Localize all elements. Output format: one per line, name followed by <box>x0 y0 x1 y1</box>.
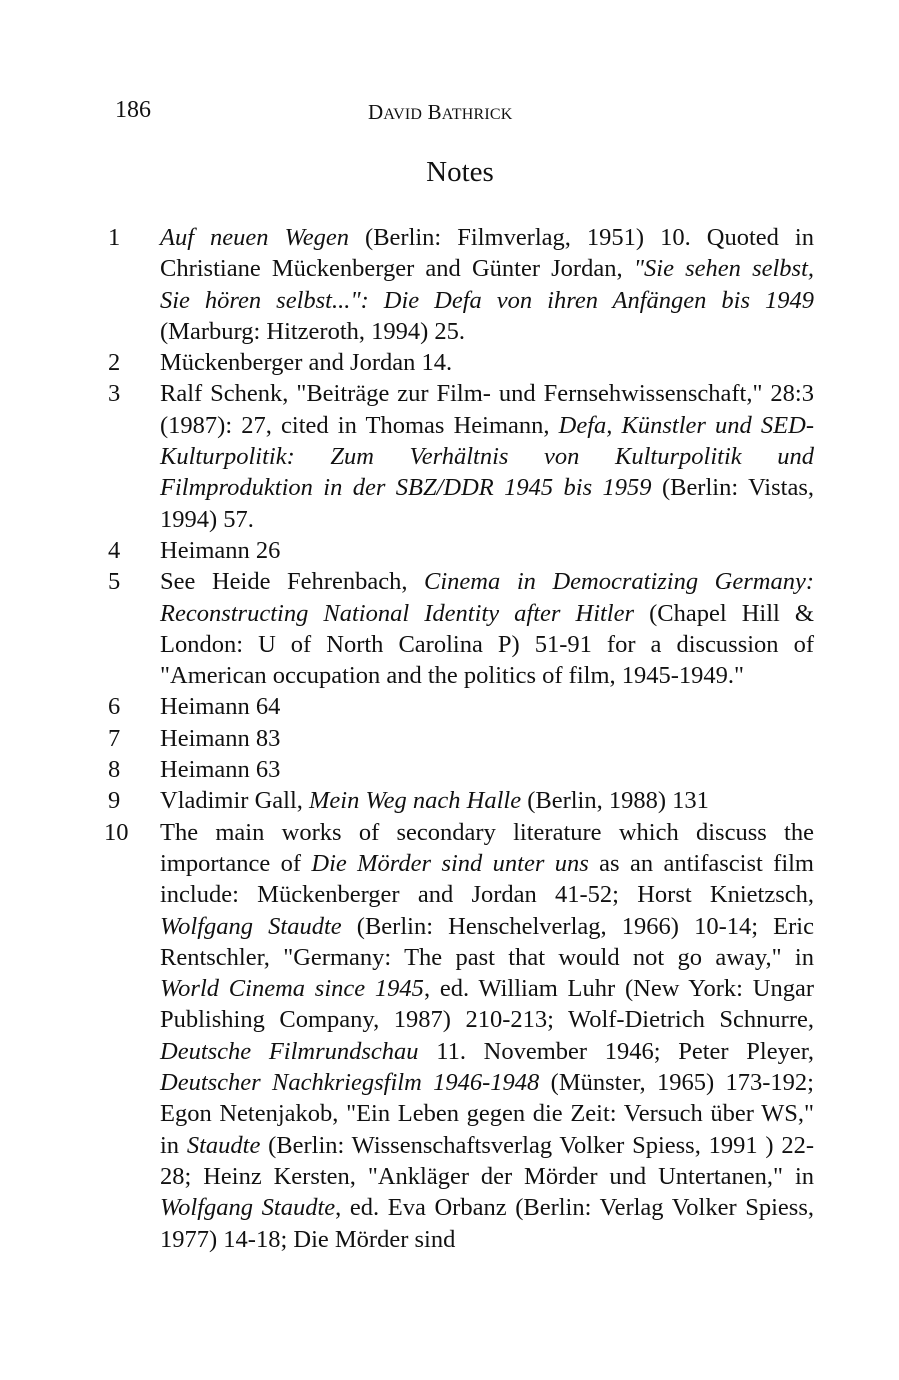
note-text <box>160 723 814 754</box>
note-number: 10 <box>104 818 129 846</box>
note-item <box>108 785 814 816</box>
note-text-run: Heimann 64 <box>160 693 281 721</box>
notes-list <box>104 222 815 1255</box>
note-text-run: See Heide Fehrenbach, <box>160 568 425 596</box>
note-text <box>160 785 814 816</box>
note-number: 6 <box>108 693 121 721</box>
note-text-run: The main works of secondary literature which discuss the importance of <box>160 818 814 877</box>
note-italic-title: Wolfgang Staudte <box>160 912 342 940</box>
note-text-run: (Berlin, 1988) 131 <box>521 787 709 815</box>
note-text-run: Heimann 63 <box>160 756 281 784</box>
note-italic-title: Die Mörder sind unter uns <box>311 849 589 877</box>
section-title: Notes <box>426 156 494 188</box>
note-item <box>108 378 814 534</box>
note-item <box>108 723 814 754</box>
note-italic-title: Deutsche Filmrundschau <box>160 1037 419 1065</box>
note-text <box>160 535 814 566</box>
note-item <box>108 566 814 691</box>
note-item <box>108 691 814 722</box>
note-number: 1 <box>108 224 121 251</box>
note-text-run: Heimann 26 <box>160 536 281 564</box>
note-number: 7 <box>108 724 121 752</box>
note-italic-title: Wolfgang Staudte <box>160 1194 336 1222</box>
note-number: 5 <box>108 568 121 596</box>
running-head-first-rest: AVID <box>383 106 423 123</box>
note-text-run: Mückenberger and Jordan 14. <box>160 349 453 377</box>
note-italic-title: Staudte <box>186 1131 261 1159</box>
note-text-run: Vladimir Gall, <box>160 787 310 815</box>
note-number: 2 <box>108 349 121 377</box>
note-item <box>104 817 814 1255</box>
note-text <box>160 754 814 785</box>
note-text-run: (Berlin: Henschelverlag, 1966) 10-14; Eric Rentschler, "Germany: The past that would not go away," in <box>160 912 814 971</box>
note-text-run: 11. November 1946; Peter Pleyer, <box>418 1037 814 1065</box>
note-italic-title: World Cinema since 1945 <box>160 975 424 1003</box>
running-head-last-initial: B <box>427 100 442 124</box>
note-italic-title: Defa, Künstler und SED-Kulturpolitik: Zum Verhältnis von Kulturpolitik und Filmproduktion in der SBZ/DDR 1945 bis 1959 <box>160 411 815 502</box>
note-item <box>108 222 814 347</box>
note-text-run: Heimann 83 <box>160 724 281 752</box>
running-head-last-rest: ATHRICK <box>441 106 513 123</box>
note-text <box>160 378 814 534</box>
note-text <box>160 817 814 1255</box>
note-text-run: (Münster, 1965) 173-192; Egon Netenjakob, "Ein Leben gegen die Zeit: Versuch über WS," in <box>160 1069 814 1159</box>
running-head-first-initial: D <box>368 100 384 124</box>
note-text-run: Ralf Schenk, "Beiträge zur Film- und Fernsehwissenschaft," 28:3 (1987): 27, cited in Thomas Heimann, <box>160 380 814 439</box>
note-item <box>108 535 814 566</box>
note-italic-title: Auf neuen Wegen <box>160 224 349 251</box>
note-text-run: (Berlin: Wissenschaftsverlag Volker Spiess, 1991 ) 22-28; Heinz Kersten, "Ankläger der Mörder und Untertanen," in <box>160 1131 814 1190</box>
note-text-run: (Marburg: Hitzeroth, 1994) 25. <box>160 317 466 345</box>
note-text <box>160 222 814 347</box>
note-text <box>160 347 814 378</box>
note-italic-title: Cinema in Democratizing Germany: Reconstructing National Identity after Hitler <box>160 568 814 627</box>
note-italic-title: "Sie sehen selbst, Sie hören selbst...": Die Defa von ihren Anfängen bis 1949 <box>160 255 814 314</box>
note-text-run: as an antifascist film include: Mückenberger and Jordan 41-52; Horst Knietzsch, <box>160 849 814 909</box>
note-text <box>160 691 814 722</box>
note-number: 3 <box>108 380 121 408</box>
note-item <box>108 754 814 785</box>
note-item <box>108 347 814 378</box>
page-number: 186 <box>115 97 151 123</box>
note-text-run: , ed. William Luhr (New York: Ungar Publishing Company, 1987) 210-213; Wolf-Dietrich Schnurre, <box>160 975 814 1034</box>
running-head <box>368 99 513 128</box>
note-number: 4 <box>108 536 121 564</box>
note-italic-title: Deutscher Nachkriegsfilm 1946-1948 <box>160 1069 540 1097</box>
note-italic-title: Mein Weg nach Halle <box>309 787 522 815</box>
note-text-run: (Chapel Hill & London: U of North Carolina P) 51-91 for a discussion of "American occupation and the politics of film, 1945-1949." <box>160 599 814 690</box>
note-number: 9 <box>108 787 121 815</box>
note-text-run: (Berlin: Vistas, 1994) 57. <box>160 474 814 533</box>
note-text-run: , ed. Eva Orbanz (Berlin: Verlag Volker Spiess, 1977) 14-18; Die Mörder sind <box>160 1194 814 1253</box>
note-text <box>160 566 814 691</box>
note-number: 8 <box>108 756 121 784</box>
note-text-run: (Berlin: Filmverlag, 1951) 10. Quoted in Christiane Mückenberger and Günter Jordan, <box>160 224 814 283</box>
